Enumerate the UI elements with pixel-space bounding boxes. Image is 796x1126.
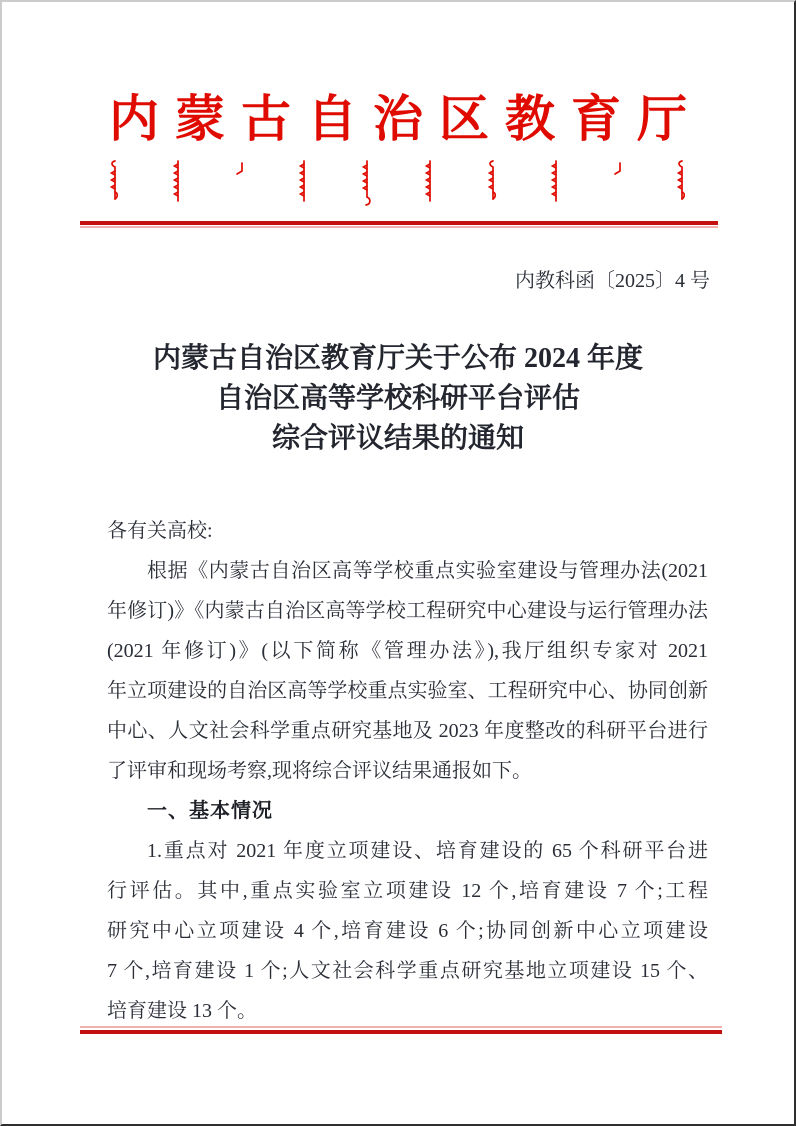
agency-name: 内蒙古自治区教育厅 — [109, 91, 703, 147]
document-number: 内教科函〔2025〕4 号 — [515, 270, 710, 292]
body-line: 行评估。其中,重点实验室立项建设 12 个,培育建设 7 个;工程 — [107, 880, 708, 902]
salutation: 各有关高校: — [107, 520, 213, 542]
body-line: (2021 年修订)》(以下简称《管理办法》),我厅组织专家对 2021 — [107, 640, 708, 662]
document-title-line-2: 自治区高等学校科研平台评估 — [215, 383, 580, 414]
body-line: 了评审和现场考察,现将综合评议结果通报如下。 — [107, 760, 532, 782]
mongolian-script-row — [108, 159, 688, 207]
mongolian-script-icon — [234, 159, 247, 207]
mongolian-script-icon — [108, 159, 121, 207]
mongolian-script-icon — [612, 159, 625, 207]
body-line: 7 个,培育建设 1 个;人文社会科学重点研究基地立项建设 15 个、 — [107, 960, 708, 982]
mongolian-script-icon — [549, 159, 562, 207]
document-title — [2, 339, 794, 459]
mongolian-script-icon — [423, 159, 436, 207]
body-line: 年立项建设的自治区高等学校重点实验室、工程研究中心、协同创新 — [107, 680, 708, 702]
red-divider-bottom — [80, 1026, 722, 1034]
body-line: 根据《内蒙古自治区高等学校重点实验室建设与管理办法(2021 — [147, 560, 708, 582]
body-line: 中心、人文社会科学重点研究基地及 2023 年度整改的科研平台进行 — [107, 720, 708, 742]
body-line: 年修订)》《内蒙古自治区高等学校工程研究中心建设与运行管理办法 — [107, 600, 708, 622]
mongolian-script-icon — [171, 159, 184, 207]
paragraph-1 — [107, 551, 708, 791]
section-heading: 一、基本情况 — [147, 800, 273, 822]
red-divider-top — [80, 221, 718, 228]
body-line: 研究中心立项建设 4 个,培育建设 6 个;协同创新中心立项建设 — [107, 920, 708, 942]
paragraph-2 — [107, 831, 708, 1031]
document-title-line-3: 综合评议结果的通知 — [271, 423, 524, 454]
mongolian-script-icon — [675, 159, 688, 207]
mongolian-script-icon — [360, 159, 373, 207]
document-body — [2, 511, 794, 1031]
body-line: 1.重点对 2021 年度立项建设、培育建设的 65 个科研平台进 — [147, 840, 708, 862]
document-title-line-1: 内蒙古自治区教育厅关于公布 2024 年度 — [152, 343, 643, 374]
body-line: 培育建设 13 个。 — [107, 1000, 257, 1022]
mongolian-script-icon — [486, 159, 499, 207]
mongolian-script-icon — [297, 159, 310, 207]
